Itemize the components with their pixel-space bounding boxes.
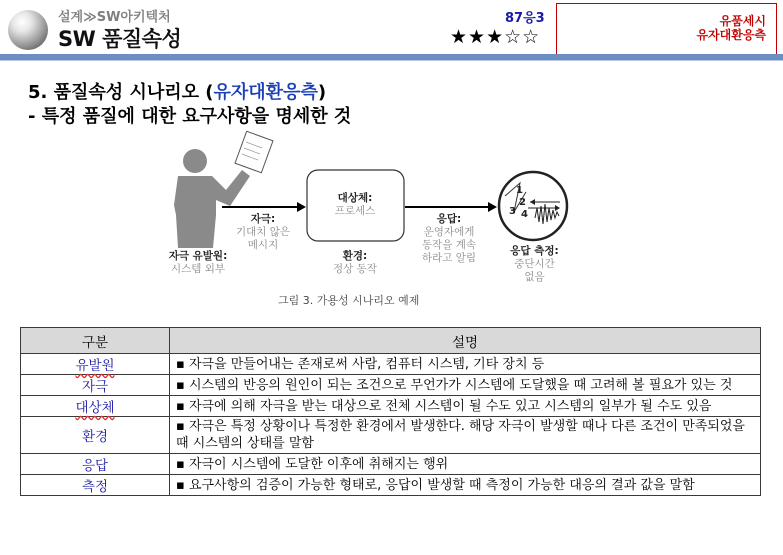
stimulus-label [228,213,298,252]
row-description: ▪ 자극을 만들어내는 존재로써 사람, 컴퓨터 시스템, 기타 장치 등 [170,354,761,375]
gauge-num-1: 1 [516,185,523,196]
breadcrumb: 설계≫SW아키텍처 [58,10,171,25]
mnemonic-line-1: 유품세시 [719,14,766,28]
table-row [21,375,761,396]
row-category: 측정 [21,475,170,496]
figure-caption: 그림 3. 가용성 시나리오 예제 [278,294,420,307]
gauge-num-3: 3 [509,206,516,217]
table-row [21,475,761,496]
row-category: 유발원 [75,358,115,374]
measure-text-1: 중단시간 [514,258,555,270]
row-category: 자극 [21,375,170,396]
response-title: 응답: [436,213,462,225]
row-description: ▪ 자극에 의해 자극을 받는 대상으로 전체 시스템이 될 수도 있고 시스템의 일부가 될 수도 있음 [170,396,761,417]
heading-highlight: 유자대환응측 [213,82,318,103]
measure-text-2: 없음 [524,271,545,283]
table-row [21,396,761,417]
stimulus-text-1: 기대치 않은 [235,226,291,238]
section-subheading: - 특정 품질에 대한 요구사항을 명세한 것 [28,106,352,127]
measure-title: 응답 측정: [510,245,559,257]
row-description: ▪ 시스템의 반응의 원인이 되는 조건으로 무언가가 시스템에 도달했을 때 고려해 볼 필요가 있는 것 [170,375,761,396]
environment-label [320,250,390,276]
row-description: ▪ 요구사항의 검증이 가능한 형태로, 응답이 발생할 때 측정이 가능한 대응의 결과 값을 말함 [170,475,761,496]
artifact-label [320,192,390,218]
row-description: ▪ 자극이 시스템에 도달한 이후에 취해지는 행위 [170,454,761,475]
row-description: ▪ 자극은 특정 상황이나 특정한 환경에서 발생한다. 해당 자극이 발생할 때나 다른 조건이 만족되었을 때 시스템의 상태를 말함 [170,417,761,454]
stimulus-arrowhead [297,202,306,212]
environment-title: 환경: [342,250,368,262]
row-category: 대상체 [75,400,115,416]
response-text-3: 하라고 알림 [421,252,477,264]
row-category: 응답 [21,454,170,475]
response-arrowhead [488,202,497,212]
paper-icon [235,131,273,173]
table-header-description: 설명 [170,328,761,354]
response-text-1: 운영자에게 [423,226,475,238]
table-row [21,417,761,454]
gauge-num-4: 4 [521,209,528,220]
measure-label [497,245,572,284]
source-title: 자극 유발원: [168,250,228,262]
source-text: 시스템 외부 [170,263,226,275]
artifact-text: 프로세스 [334,205,376,217]
row-category: 환경 [21,417,170,454]
heading-suffix: ) [317,82,327,103]
stimulus-title: 자극: [250,213,276,225]
heading-prefix: 5. 품질속성 시나리오 ( [28,82,214,103]
page-title: SW 품질속성 [58,27,182,51]
source-label [158,250,238,276]
gauge-num-2: 2 [519,197,526,208]
attribute-table [20,327,761,496]
artifact-title: 대상체: [337,192,373,204]
topic-code: 87응3 [505,11,545,26]
environment-text: 정상 동작 [333,263,377,275]
table-row [21,354,761,375]
response-text-2: 동작을 계속 [421,239,477,251]
stimulus-text-2: 메시지 [247,239,279,251]
table-header-row [21,328,761,354]
table-header-category: 구분 [21,328,170,354]
response-label [413,213,485,265]
difficulty-rating: ★★★☆☆ [450,26,541,48]
table-row [21,454,761,475]
mnemonic-line-2: 유자대환응측 [696,28,766,42]
